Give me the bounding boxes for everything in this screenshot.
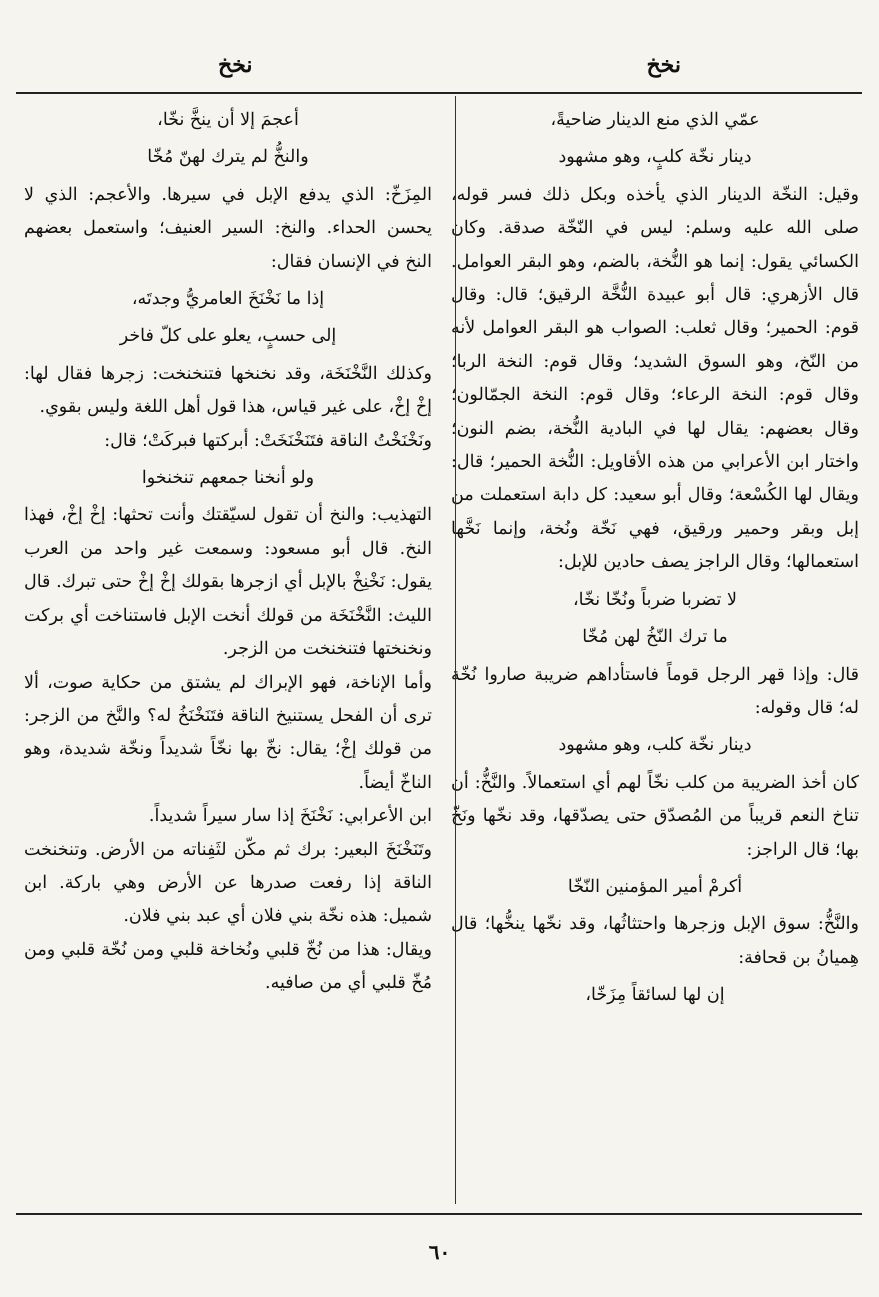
paragraph: ونَخْنَخْتُ الناقة فتَنَخْنَخَتْ: أبركتها فبركَتْ؛ قال: (104, 430, 432, 451)
paragraph: ابن الأعرابي: نَخْنَخَ إذا سار سيراً شديداً. (148, 806, 432, 827)
verse-line: إذا ما نَخْنَخَ العامريُّ وجدتَه، (131, 289, 325, 310)
running-header-right: نخخ (646, 52, 681, 78)
right-column (451, 100, 859, 1202)
verse-line: أكرمْ أمير المؤمنين النّخّا (567, 876, 743, 897)
paragraph: والنَّخُّ: سوق الإبل وزجرها واحتثاثُها، وقد نخّها ينخُّها؛ قال هِميانُ بن قحافة: (451, 914, 859, 968)
paragraph: وأما الإناخة، فهو الإبراك لم يشتق من حكاية صوت، ألا ترى أن الفحل يستنيخ الناقة فتَنَخْنَخُ له؟ والنَّخ من الزجر: من قولك إخْ؛ يقال: نخّ بها نخّاً شديداً ونخّة شديدة، وهو الناخّ أيضاً. (24, 672, 432, 793)
page-number: ٦٠ (428, 1240, 451, 1264)
paragraph: المِزَخّ: الذي يدفع الإبل في سيرها. والأعجم: الذي لا يحسن الحداء. والنخ: السير العنيف؛ واستعمل بعضهم النخ في الإنسان فقال: (24, 184, 432, 272)
left-column (24, 100, 432, 1202)
bottom-rule (16, 1213, 862, 1215)
paragraph: وتَنَخْنَخَ البعير: برك ثم مكّن لثَفِناته من الأرض. وتنخنخت الناقة إذا رفعت صدرها عن الأرض وهي باركة. ابن شميل: هذه نخّة بني فلان أي عبد بني فلان. (24, 839, 432, 927)
verse-line: أعجمَ إلا أن ينخَّ نخّا، (157, 110, 299, 130)
verse-line: والنخُّ لم يترك لهنّ مُخّا (147, 147, 309, 168)
verse-line: إن لها لسائقاً مِزَخّا، (585, 985, 725, 1006)
verse-line: دينار نخّة كلب، وهو مشهود (558, 735, 752, 756)
paragraph: كان أخذ الضريبة من كلب نخّاً لهم أي استعمالاً. والنَّخُّ: أن تناخ النعم قريباً من المُصدّق حتى يصدّقها، وقد نخّها ونَخّ بها؛ قال الراجز: (451, 772, 859, 860)
paragraph: التهذيب: والنخ أن تقول لسيّقتك وأنت تحثها: إخْ إخْ، فهذا النخ. قال أبو مسعود: وسمعت غير واحد من العرب يقول: نَخْنِخْ بالإبل أي ازجرها بقولك إخْ إخْ حتى تبرك. قال الليث: النَّخْنَخَة من قولك أنخت الإبل فاستناخت أي بركت ونخنختها فتنخنخت من الزجر. (24, 505, 432, 660)
verse-line: دينار نخّة كلبٍ، وهو مشهود (558, 147, 752, 168)
paragraph: وقيل: النخّة الدينار الذي يأخذه وبكل ذلك فسر قوله، صلى الله عليه وسلم: ليس في النّخّة صدقة. وكان الكسائي يقول: إنما هو النُّخة، بالضم، وهو البقر العوامل. قال الأزهري: قال أبو عبيدة النُّخَّة الرقيق؛ قال: وقال قوم: الحمير؛ وقال ثعلب: الصواب هو البقر العوامل لأنه من النّخ، وهو السوق الشديد؛ وقال قوم: النخة الربا؛ وقال قوم: النخة الرعاء؛ وقال قوم: النخة الجمّالون؛ وقال بعضهم: يقال لها في البادية النُّخة، بضم النون؛ واختار ابن الأعرابي من هذه الأقاويل: النُّخة الحمير؛ قال: ويقال لها الكُسْعة؛ وقال أبو سعيد: كل دابة استعملت من إبل وبقر وحمير ورقيق، فهي نَخّة ونُخة، وإنما نَخَّها استعمالها؛ وقال الراجز يصف حادين للإبل: (451, 184, 859, 573)
column-divider (455, 96, 456, 1204)
top-rule (16, 92, 862, 94)
running-header-left: نخخ (218, 52, 253, 78)
paragraph: وكذلك النَّخْنَخَة، وقد نخنخها فتنخنخت: زجرها فقال لها: إخْ إخْ، على غير قياس، هذا قول أهل اللغة وليس بقوي. (24, 363, 432, 418)
verse-line: ما ترك النّخُ لهن مُخّا (582, 627, 728, 648)
verse-line: إلى حسبٍ، يعلو على كلّ فاخر (119, 326, 337, 347)
paragraph: قال: وإذا قهر الرجل قوماً فاستأداهم ضريبة صاروا نُخّة له؛ قال وقوله: (451, 664, 859, 718)
paragraph: ويقال: هذا من نُخّ قلبي ونُخاخة قلبي ومن نُخّة قلبي ومن مُخّ قلبي أي من صافيه. (24, 939, 432, 994)
verse-line: لا تضربا ضرباً ونُخّا نخّا، (573, 589, 737, 610)
verse-line: عمّي الذي منع الدينار ضاحيةً، (550, 110, 760, 130)
verse-line: ولو أنخنا جمعهم تنخنخوا (141, 468, 315, 489)
